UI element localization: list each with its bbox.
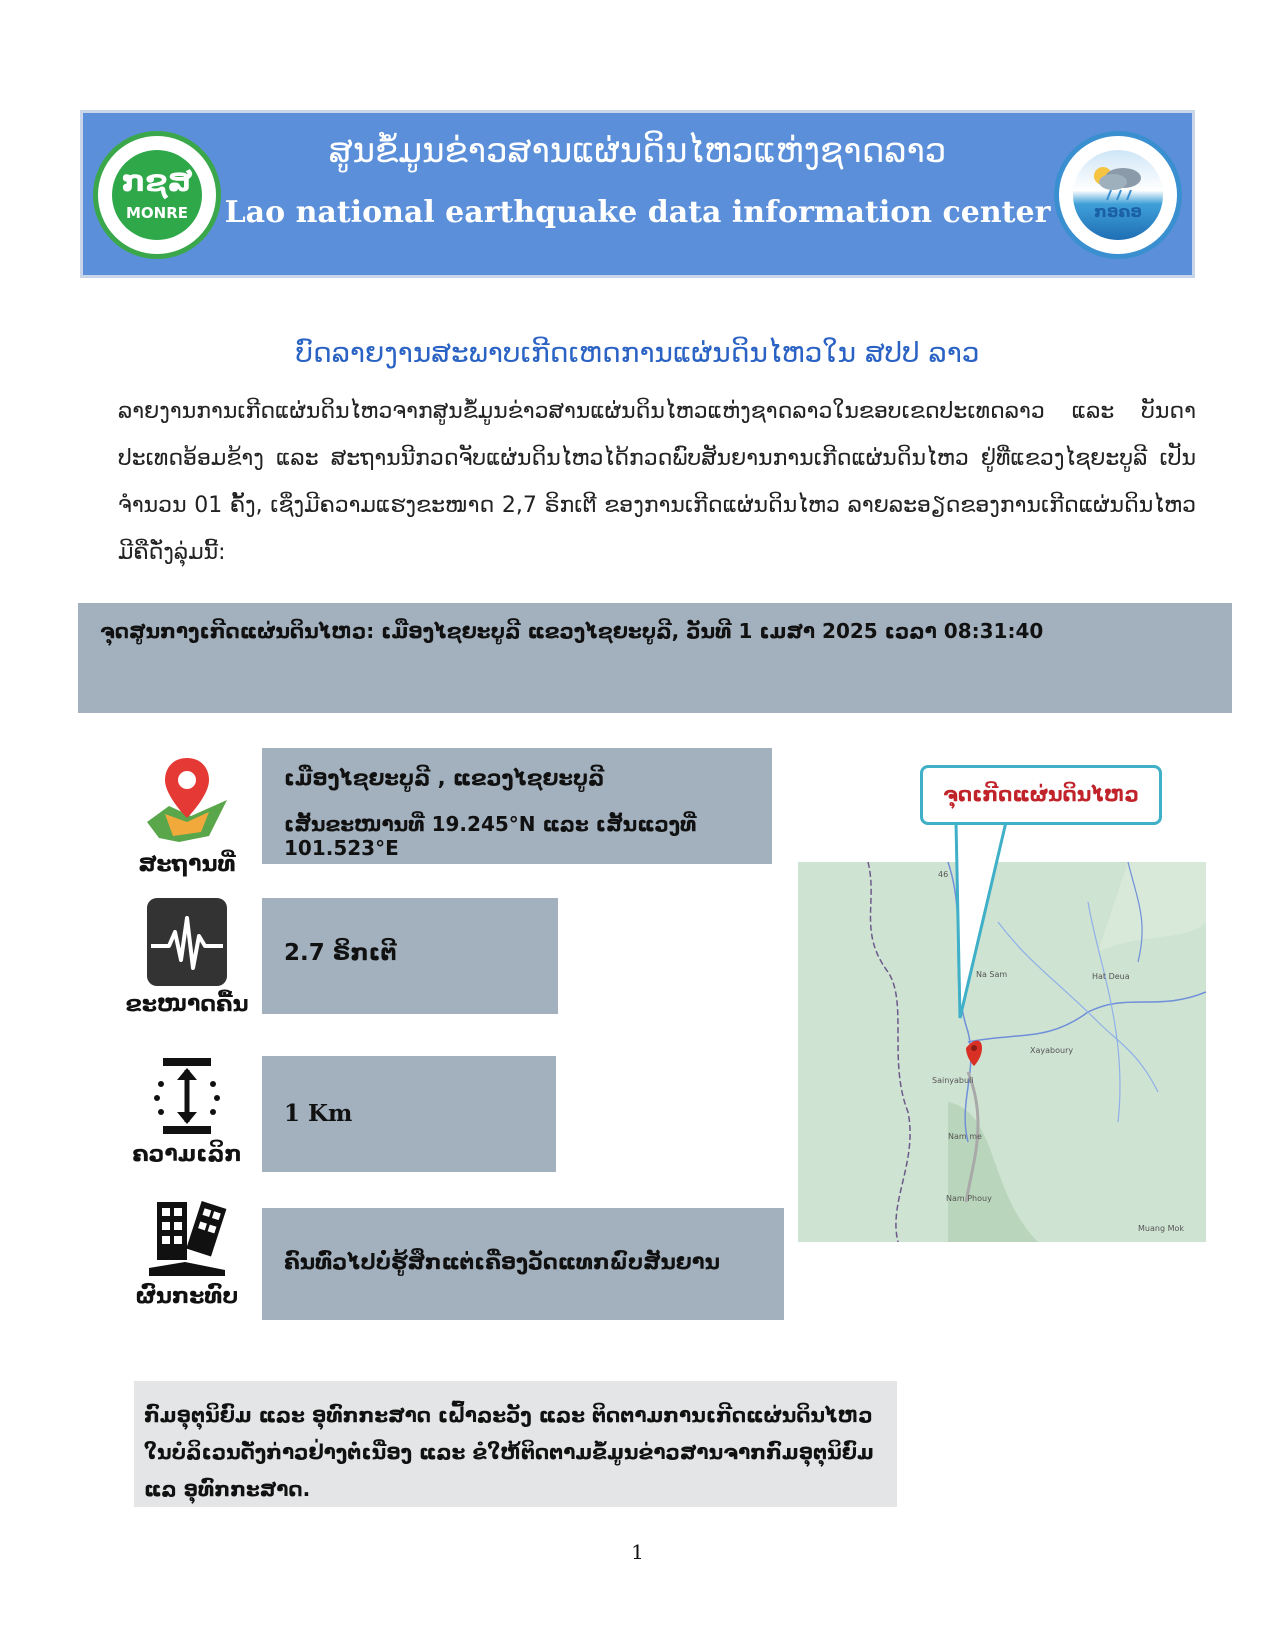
header-title-english: Lao national earthquake data information center xyxy=(224,195,1051,230)
monre-logo-abbrev: MONRE xyxy=(125,204,189,222)
advice-box xyxy=(134,1381,897,1507)
header-title-lao: ສູນຂໍ້ມູນຂ່າວສານແຜ່ນດິນໄຫວແຫ່ງຊາດລາວ xyxy=(328,131,947,171)
depth-value: 1 Km xyxy=(284,1100,353,1127)
map-pin-icon xyxy=(139,752,235,848)
impact-box xyxy=(262,1208,784,1320)
epicenter-summary-bar xyxy=(78,603,1232,713)
magnitude-box xyxy=(262,898,558,1014)
epicenter-summary-text: ຈຸດສູນກາງເກີດແຜ່ນດິນໄຫວ: ເມືອງໄຊຍະບູລີ ແຂວງໄຊຍະບູລີ, ວັນທີ 1 ເມສາ 2025 ເວລາ 08:31:40 xyxy=(100,619,1044,643)
page-number: 1 xyxy=(631,1540,644,1564)
map-label-nam-me: Nam me xyxy=(948,1132,982,1141)
cloud-rain-icon xyxy=(1073,154,1163,204)
epicenter-callout-text: ຈຸດເກີດແຜ່ນດິນໄຫວ xyxy=(943,782,1139,806)
depth-label: ຄວາມເລິກ xyxy=(132,1142,242,1167)
location-box xyxy=(262,748,772,864)
map-label-hat-deua: Hat Deua xyxy=(1092,972,1130,981)
map-label-sainyabuli: Sainyabuli xyxy=(932,1076,974,1085)
location-label: ສະຖານທີ່ xyxy=(138,852,236,877)
dmh-logo-emblem xyxy=(1073,150,1163,240)
seismograph-icon xyxy=(145,896,229,988)
map-label-xayaboury: Xayaboury xyxy=(1030,1046,1074,1055)
intro-paragraph: ລາຍງານການເກີດແຜ່ນດິນໄຫວຈາກສູນຂໍ້ມູນຂ່າວສານແຜ່ນດິນໄຫວແຫ່ງຊາດລາວໃນຂອບເຂດປະເທດລາວ ແລະ ບັນດາປະເທດອ້ອມຂ້າງ ແລະ ສະຖານນີກວດຈັບແຜ່ນດິນໄຫວໄດ້ກວດພົບສັນຍານການເກີດແຜ່ນດິນໄຫວ ຢູ່ທີ່ແຂວງໄຊຍະບູລີ ເປັນຈຳນວນ 01 ຄັ້ງ, ເຊິ່ງມີຄວາມແຮງຂະໜາດ 2,7 ຣິກເຕີ ຂອງການເກີດແຜ່ນດິນໄຫວ ລາຍລະອຽດຂອງການເກີດແຜ່ນດິນໄຫວ ມີຄືດັ່ງລຸ່ມນີ້: xyxy=(118,399,1196,565)
callout-pointer xyxy=(950,822,1010,1022)
monre-logo-initials: ກຊສ xyxy=(121,164,193,199)
collapsing-building-icon xyxy=(145,1196,229,1280)
map-label-na-sam: Na Sam xyxy=(976,970,1008,979)
dmh-logo xyxy=(1054,131,1182,259)
magnitude-value: 2.7 ຣິກເຕີ xyxy=(284,940,397,966)
map-label-nam-phouy: Nam Phouy xyxy=(946,1194,992,1203)
magnitude-icon-block xyxy=(122,896,252,1017)
location-coordinates: ເສັ້ນຂະໜານທີ່ 19.245°N ແລະ ເສັ້ນແວງທີ່ 101.523°E xyxy=(284,812,697,860)
location-district: ເມືອງໄຊຍະບູລີ , ແຂວງໄຊຍະບູລີ xyxy=(284,766,605,790)
depth-box xyxy=(262,1056,556,1172)
impact-icon-block xyxy=(122,1196,252,1309)
magnitude-label: ຂະໜາດຄື້ນ xyxy=(125,992,249,1017)
depth-arrow-icon xyxy=(145,1054,229,1138)
depth-icon-block xyxy=(122,1054,252,1167)
header-banner xyxy=(80,110,1195,278)
map-label-muang-mok: Muang Mok xyxy=(1138,1224,1184,1233)
advice-text: ກົມອຸຕຸນິຍົມ ແລະ ອຸທົກກະສາດ ເຝົ້າລະວັງ ແລະ ຕິດຕາມການເກີດແຜ່ນດິນໄຫວ ໃນບໍລິເວນດັ່ງກ່າວຢ່າງຕໍ່ເນື່ອງ ແລະ ຂໍໃຫ້ຕິດຕາມຂໍ້ມູນຂ່າວສານຈາກກົມອຸຕຸນິຍົມ ແລ ອຸທົກກະສາດ. xyxy=(144,1403,874,1501)
location-icon-block xyxy=(122,752,252,877)
report-title: ບົດລາຍງານສະພາບເກີດເຫດການແຜ່ນດິນໄຫວໃນ ສປປ ລາວ xyxy=(295,336,980,369)
impact-value: ຄົນທົ່ວໄປບໍ່ຮູ້ສຶກແຕ່ເຄື່ອງວັດແທກພົບສັນຍານ xyxy=(284,1250,720,1274)
dmh-logo-initials: ກອຄອ xyxy=(1094,202,1142,221)
impact-label: ຜົນກະທົບ xyxy=(135,1284,239,1309)
epicenter-callout xyxy=(920,765,1162,825)
map-label-route-46: 46 xyxy=(938,870,949,879)
